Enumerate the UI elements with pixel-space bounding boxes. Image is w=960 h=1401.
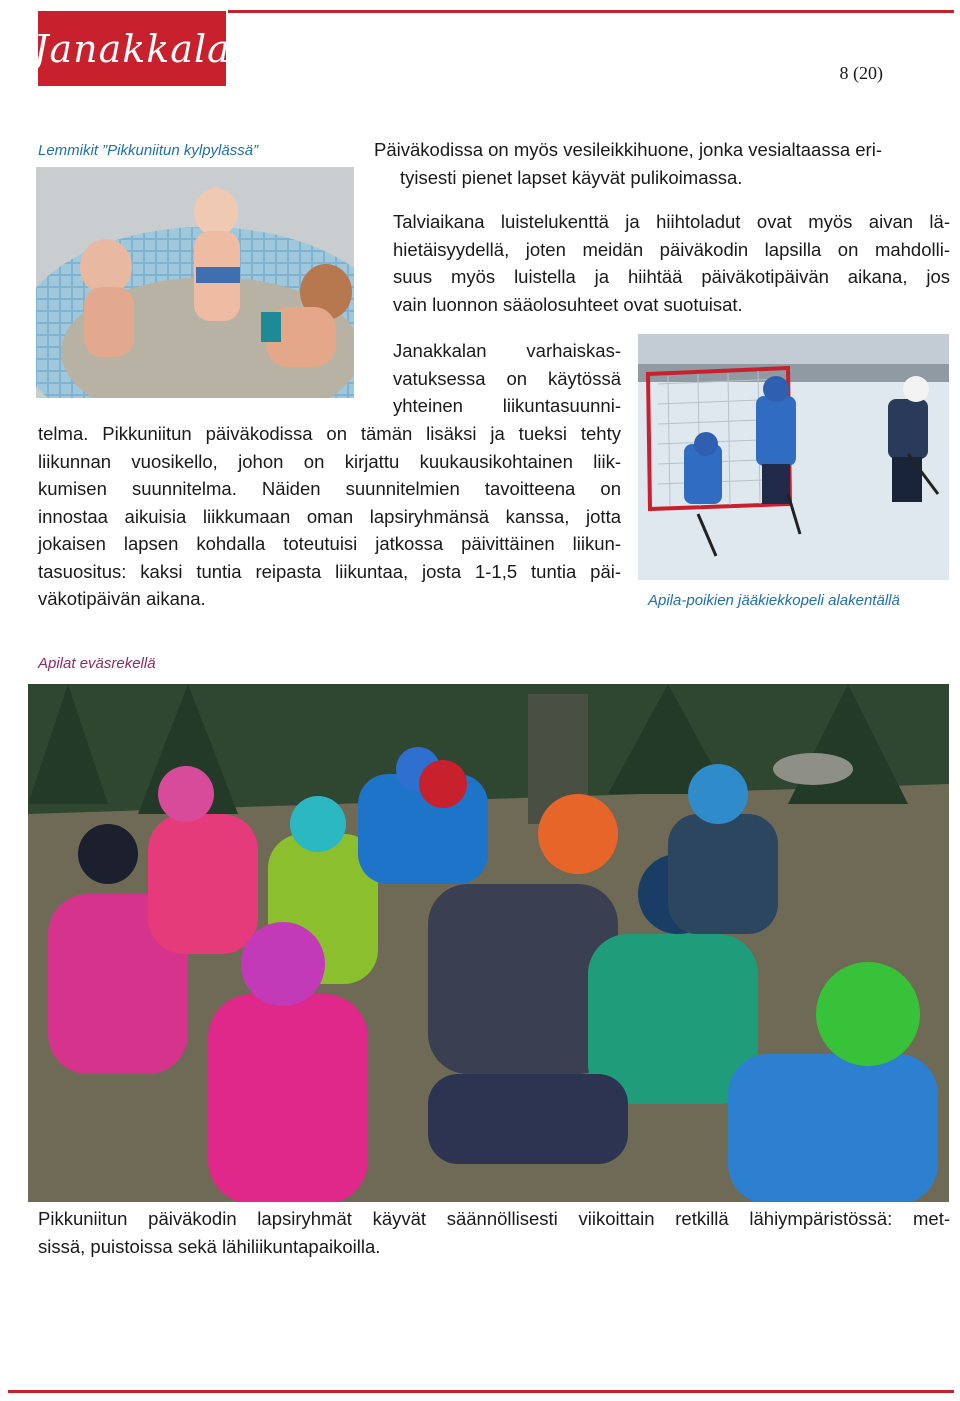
text-line: Pikkuniitun päiväkodin lapsiryhmät käyvät säännöllisesti viikoittain retkillä lähiympäristössä: met- [38,1208,950,1229]
text-line: väkotipäivän aikana. [38,588,206,609]
text-line: hietäisyydellä, joten meidän päiväkodin lapsilla on mahdolli- [393,238,950,260]
text-line: innostaa aikuisia liikkumaan oman lapsiryhmänsä kanssa, jotta [38,505,621,527]
forest-photo-caption: Apilat eväsrekellä [38,655,156,672]
text-line: tasuositus: kaksi tuntia reipasta liikuntaa, josta 1-1,5 tuntia päi- [38,560,621,582]
logo-text: Janakkala [33,26,231,71]
forest-photo [28,684,949,1202]
paragraph-excursions [38,1205,950,1260]
bottom-rule [8,1390,954,1393]
pool-photo-caption: Lemmikit ”Pikkuniitun kylpylässä” [38,142,259,159]
text-line: liikunnan vuosikello, johon on kirjattu kuukausikohtainen liik- [38,450,621,472]
text-line: jokaisen lapsen kohdalla toteutuisi jatkossa päivittäinen liikun- [38,533,621,554]
text-line: yhteinen liikuntasuunni- [393,395,621,416]
top-rule [228,10,954,13]
hockey-photo [638,334,949,580]
text-line: telma. Pikkuniitun päiväkodissa on tämän lisäksi ja tueksi tehty [38,423,621,444]
text-line: Talviaikana luistelukenttä ja hiihtoladut ovat myös aivan lä- [393,211,950,232]
janakkala-logo [33,11,231,86]
paragraph-plan-intro [393,337,621,420]
text-line: Päiväkodissa on myös vesileikkihuone, jonka vesialtaassa eri- [374,139,882,160]
paragraph-plan [38,420,621,613]
text-line: kumisen suunnitelma. Näiden suunnitelmien tavoitteena on [38,478,621,499]
text-line: tyisesti pienet lapset käyvät pulikoimassa. [400,166,743,188]
text-line: Janakkalan varhaiskas- [393,340,621,361]
hockey-photo-caption: Apila-poikien jääkiekkopeli alakentällä [648,592,900,609]
text-line: sissä, puistoissa sekä lähiliikuntapaikoilla. [38,1235,381,1257]
text-line: vain luonnon sääolosuhteet ovat suotuisat. [393,293,743,315]
text-line: suus myös luistella ja hiihtää päiväkotipäivän aikana, jos [393,266,950,287]
pool-photo [36,167,354,398]
paragraph-water-room [374,136,950,191]
page-number: 8 (20) [839,63,883,83]
text-line: vatuksessa on käytössä [393,367,621,389]
paragraph-winter [393,208,950,318]
